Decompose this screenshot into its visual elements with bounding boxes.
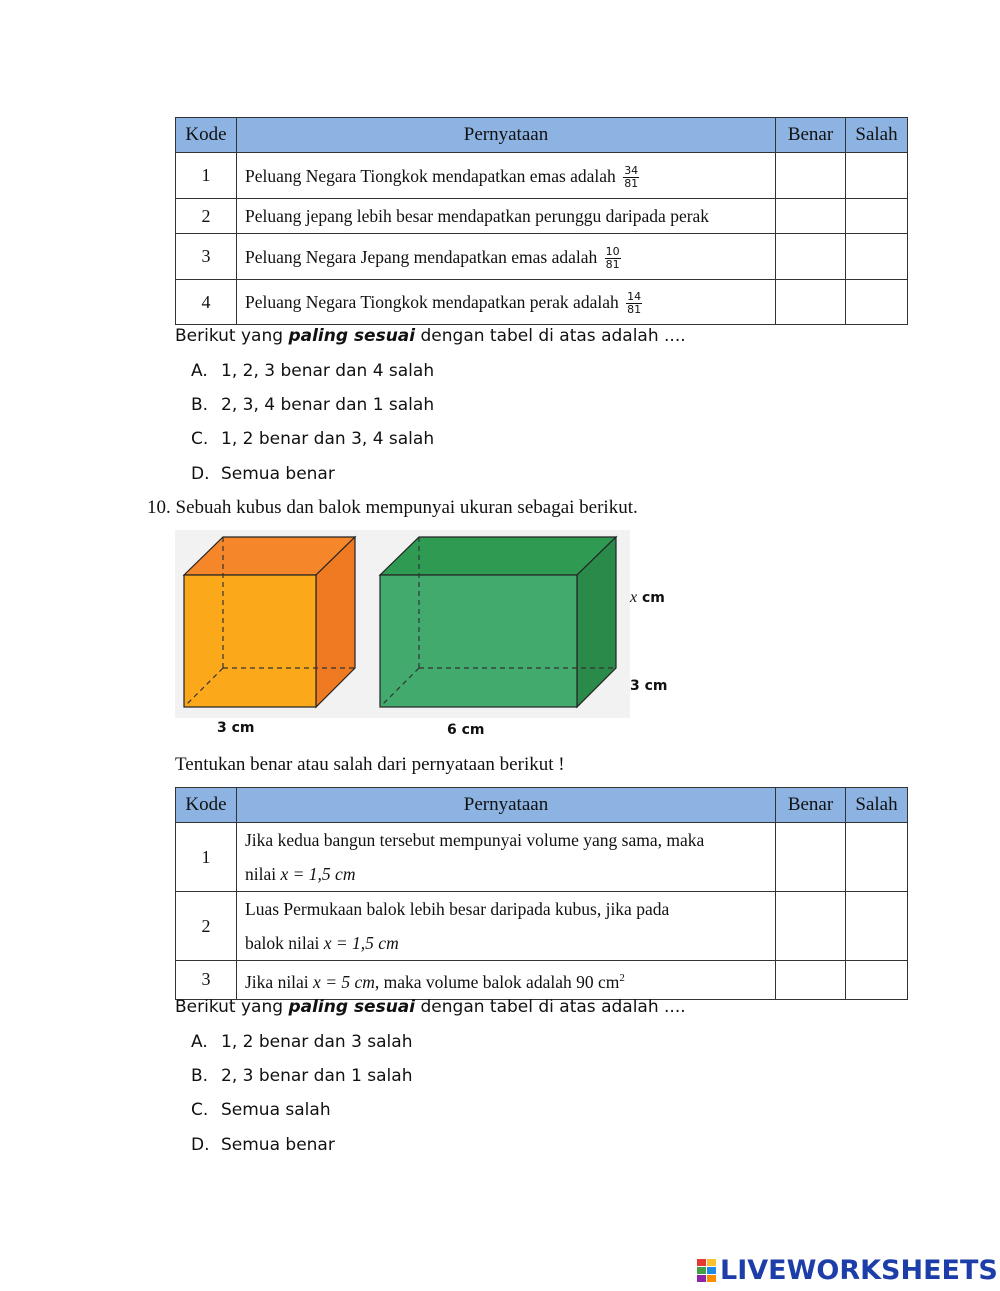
statement-text: Peluang Negara Tiongkok mendapatkan emas adalah (245, 165, 616, 186)
q10-option-d[interactable] (191, 1135, 335, 1155)
q10-option-b[interactable] (191, 1066, 412, 1086)
table-row (176, 892, 908, 961)
statement-text: Peluang Negara Jepang mendapatkan emas adalah (245, 246, 598, 267)
benar-cell[interactable] (776, 234, 846, 280)
row-statement (237, 823, 776, 892)
row-statement: Peluang jepang lebih besar mendapatkan perunggu daripada perak (237, 199, 776, 234)
option-letter: C. (191, 1100, 209, 1120)
statement-pre: nilai (245, 864, 277, 884)
logo-wordmark: LIVEWORKSHEETS (720, 1255, 998, 1286)
row-code: 2 (176, 199, 237, 234)
fraction-numerator: 14 (627, 290, 642, 304)
option-text: Semua salah (221, 1100, 331, 1120)
row-statement (237, 153, 776, 199)
q10-prompt (147, 497, 638, 519)
header-benar: Benar (776, 118, 846, 153)
option-letter: D. (191, 1135, 210, 1155)
benar-cell[interactable] (776, 280, 846, 325)
option-letter: D. (191, 464, 210, 484)
option-letter: C. (191, 429, 209, 449)
row-statement (237, 892, 776, 961)
option-text: 1, 2 benar dan 3, 4 salah (221, 429, 435, 449)
fraction (605, 246, 621, 271)
row-code: 1 (176, 823, 237, 892)
benar-cell[interactable] (776, 199, 846, 234)
header-kode: Kode (176, 118, 237, 153)
table-header-row (176, 788, 908, 823)
math-expression: x = 1,5 cm (280, 864, 356, 884)
lead-pre: Berikut yang (175, 997, 284, 1017)
option-text: 1, 2 benar dan 3 salah (221, 1032, 413, 1052)
question-text: Sebuah kubus dan balok mempunyai ukuran sebagai berikut. (175, 497, 638, 518)
option-letter: B. (191, 1066, 209, 1086)
table-row (176, 280, 908, 325)
salah-cell[interactable] (846, 234, 908, 280)
header-salah: Salah (846, 118, 908, 153)
salah-cell[interactable] (846, 961, 908, 1000)
lead-pre: Berikut yang (175, 326, 284, 346)
row-statement (237, 234, 776, 280)
salah-cell[interactable] (846, 892, 908, 961)
liveworksheets-logo[interactable] (697, 1255, 998, 1286)
row-code: 2 (176, 892, 237, 961)
row-code: 4 (176, 280, 237, 325)
header-kode: Kode (176, 788, 237, 823)
cube-and-box-figure (175, 530, 630, 718)
q9-option-d[interactable] (191, 464, 335, 484)
row-code: 3 (176, 961, 237, 1000)
q10-option-a[interactable] (191, 1032, 412, 1052)
header-salah: Salah (846, 788, 908, 823)
q9-option-b[interactable] (191, 395, 434, 415)
statement-line2 (245, 857, 769, 891)
statement-text: Peluang Negara Tiongkok mendapatkan perak adalah (245, 292, 619, 312)
row-code: 1 (176, 153, 237, 199)
salah-cell[interactable] (846, 280, 908, 325)
lead-post: dengan tabel di atas adalah .... (420, 997, 686, 1017)
table-header-row (176, 118, 908, 153)
header-benar: Benar (776, 788, 846, 823)
option-text: 2, 3 benar dan 1 salah (221, 1066, 413, 1086)
benar-cell[interactable] (776, 961, 846, 1000)
q9-option-c[interactable] (191, 429, 434, 449)
benar-cell[interactable] (776, 892, 846, 961)
fraction-numerator: 10 (605, 244, 620, 258)
statement-pre: Jika nilai (245, 971, 309, 992)
option-text: Semua benar (221, 464, 335, 484)
table-row (176, 153, 908, 199)
fraction (623, 165, 639, 190)
math-expression: x = 5 cm (313, 971, 375, 992)
height-variable: x (630, 589, 638, 606)
fraction (626, 291, 642, 316)
salah-cell[interactable] (846, 153, 908, 199)
box-front-face (380, 575, 577, 707)
box-height-label (630, 589, 665, 607)
statement-pre: balok nilai (245, 933, 320, 953)
statement-line1: Jika kedua bangun tersebut mempunyai volume yang sama, maka (245, 830, 705, 850)
box-depth-label: 3 cm (630, 678, 668, 694)
table-row (176, 199, 908, 234)
q9-option-a[interactable] (191, 361, 434, 381)
option-letter: A. (191, 1032, 208, 1052)
q9-lead (175, 326, 686, 346)
fraction-denominator: 81 (605, 257, 620, 271)
math-expression: x = 1,5 cm (323, 933, 399, 953)
q10-instruction: Tentukan benar atau salah dari pernyataan berikut ! (175, 754, 565, 775)
option-text: 1, 2, 3 benar dan 4 salah (221, 361, 435, 381)
header-pernyataan: Pernyataan (237, 118, 776, 153)
lead-post: dengan tabel di atas adalah .... (420, 326, 686, 346)
fraction-denominator: 81 (627, 303, 642, 317)
statement-line2 (245, 926, 769, 960)
question-number: 10. (147, 497, 171, 518)
statement-table-q9 (175, 117, 908, 325)
benar-cell[interactable] (776, 823, 846, 892)
height-unit: cm (641, 590, 665, 606)
table-row (176, 234, 908, 280)
row-code: 3 (176, 234, 237, 280)
table-row (176, 961, 908, 1000)
option-letter: A. (191, 361, 208, 381)
option-text: 2, 3, 4 benar dan 1 salah (221, 395, 435, 415)
header-pernyataan: Pernyataan (237, 788, 776, 823)
box-top-face (380, 537, 616, 575)
cube-edge-label: 3 cm (217, 720, 255, 736)
lead-emphasis: paling sesuai (288, 326, 416, 346)
fraction-numerator: 34 (624, 163, 639, 177)
statement-table-q10 (175, 787, 908, 1000)
benar-cell[interactable] (776, 153, 846, 199)
row-statement (237, 961, 776, 1000)
q10-lead (175, 997, 686, 1017)
statement-line1: Luas Permukaan balok lebih besar daripada kubus, jika pada (245, 899, 670, 919)
logo-icon (697, 1259, 716, 1282)
statement-post: , maka volume balok adalah 90 cm (374, 971, 620, 992)
lead-emphasis: paling sesuai (288, 997, 416, 1017)
superscript: 2 (619, 972, 625, 984)
option-text: Semua benar (221, 1135, 335, 1155)
table-row (176, 823, 908, 892)
fraction-denominator: 81 (624, 176, 639, 190)
option-letter: B. (191, 395, 209, 415)
box-width-label: 6 cm (447, 722, 485, 738)
row-statement (237, 280, 776, 325)
salah-cell[interactable] (846, 199, 908, 234)
q10-option-c[interactable] (191, 1100, 331, 1120)
salah-cell[interactable] (846, 823, 908, 892)
